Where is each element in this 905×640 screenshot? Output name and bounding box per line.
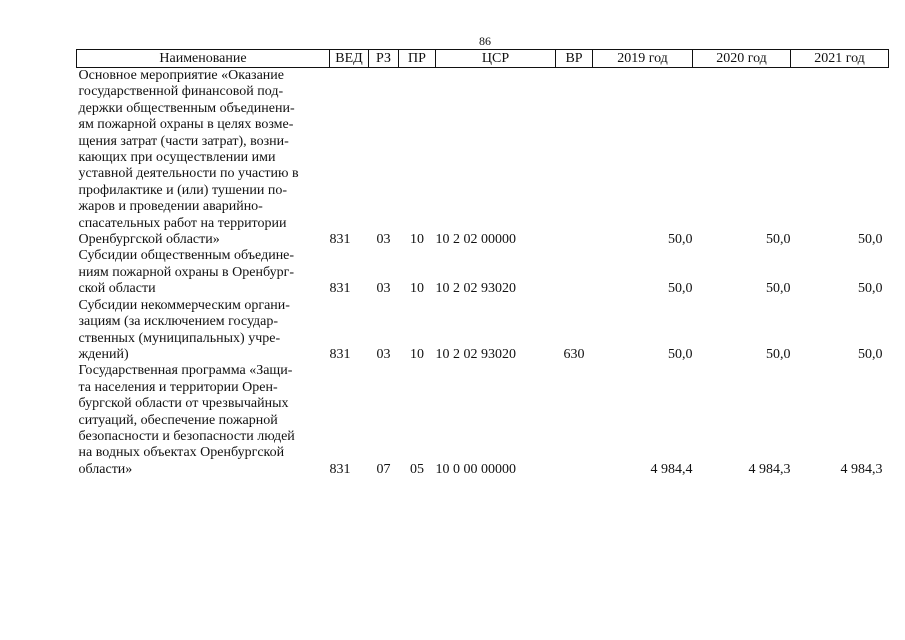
table-row <box>77 68 889 249</box>
row-name-line: кающих при осуществлении ими <box>78 150 276 166</box>
row-name-line: Оренбургской области» <box>78 232 220 248</box>
row-csr: 10 2 02 00000 <box>435 232 516 248</box>
table-row <box>77 363 889 478</box>
row-name-line: профилактике и (или) тушении по- <box>78 182 287 198</box>
row-csr: 10 2 02 93020 <box>435 281 516 297</box>
row-name <box>77 298 330 364</box>
row-2021: 50,0 <box>858 232 883 248</box>
row-2020: 50,0 <box>766 232 791 248</box>
row-ved: 831 <box>329 232 351 248</box>
row-2019: 50,0 <box>668 281 693 297</box>
row-name-line: безопасности и безопасности людей <box>78 428 295 444</box>
row-2019: 50,0 <box>668 346 693 362</box>
row-name-line: Государственная программа «Защи- <box>78 363 293 379</box>
row-name-line: Субсидии общественным объедине- <box>78 248 295 264</box>
row-name-line: ям пожарной охраны в целях возме- <box>78 117 294 133</box>
row-csr: 10 0 00 00000 <box>435 461 516 477</box>
row-name-line: держки общественным объединени- <box>78 100 295 116</box>
row-name-line: ниям пожарной охраны в Оренбург- <box>78 264 294 280</box>
col-header-rz: РЗ <box>369 50 399 68</box>
table-row <box>77 248 889 297</box>
row-pr: 10 <box>410 232 424 248</box>
row-ved: 831 <box>329 461 351 477</box>
row-ved: 831 <box>329 346 351 362</box>
row-rz: 03 <box>376 232 391 248</box>
row-pr: 10 <box>410 281 424 297</box>
row-rz: 07 <box>376 461 391 477</box>
row-2021: 50,0 <box>858 346 883 362</box>
row-2020: 4 984,3 <box>748 461 791 477</box>
row-name-line: Субсидии некоммерческим органи- <box>78 297 290 313</box>
row-name-line: бургской области от чрезвычайных <box>78 396 289 412</box>
row-name <box>77 68 330 249</box>
row-2021: 50,0 <box>858 281 883 297</box>
row-2020: 50,0 <box>766 281 791 297</box>
row-name-line: спасательных работ на территории <box>78 215 287 231</box>
col-header-csr: ЦСР <box>436 50 556 68</box>
row-vr: 630 <box>563 346 585 362</box>
row-csr: 10 2 02 93020 <box>435 346 516 362</box>
row-pr: 05 <box>410 461 424 477</box>
row-2019: 50,0 <box>668 232 693 248</box>
row-ved: 831 <box>329 281 351 297</box>
row-pr: 10 <box>410 346 424 362</box>
row-name-line: государственной финансовой под- <box>78 84 284 100</box>
row-rz: 03 <box>376 346 391 362</box>
row-name-line: Основное мероприятие «Оказание <box>78 68 284 83</box>
col-header-2021: 2021 год <box>791 50 889 68</box>
col-header-name: Наименование <box>77 50 330 68</box>
table-row <box>77 298 889 364</box>
row-name-line: жаров и проведении аварийно- <box>78 199 263 215</box>
row-vr <box>556 363 593 478</box>
row-name-line: ждений) <box>78 346 129 362</box>
row-name <box>77 363 330 478</box>
budget-table <box>76 49 889 478</box>
row-name-line: ской области <box>78 281 156 297</box>
row-name-line: зациям (за исключением государ- <box>78 314 279 330</box>
row-rz: 03 <box>376 281 391 297</box>
row-name-line: уставной деятельности по участию в <box>78 166 299 182</box>
row-name-line: щения затрат (части затрат), возни- <box>78 133 289 149</box>
page-number: 86 <box>479 34 491 48</box>
row-2021: 4 984,3 <box>840 461 883 477</box>
row-name-line: ситуаций, обеспечение пожарной <box>78 412 278 428</box>
row-name <box>77 248 330 297</box>
row-vr <box>556 68 593 249</box>
row-name-line: области» <box>78 461 133 477</box>
col-header-2020: 2020 год <box>693 50 791 68</box>
row-vr <box>556 248 593 297</box>
col-header-2019: 2019 год <box>593 50 693 68</box>
col-header-vr: ВР <box>556 50 593 68</box>
row-2020: 50,0 <box>766 346 791 362</box>
row-name-line: та населения и территории Орен- <box>78 379 278 395</box>
row-name-line: на водных объектах Оренбургской <box>78 445 285 461</box>
table-header-row <box>77 50 889 68</box>
row-2019: 4 984,4 <box>650 461 693 477</box>
row-name-line: ственных (муниципальных) учре- <box>78 330 281 346</box>
col-header-ved: ВЕД <box>330 50 369 68</box>
col-header-pr: ПР <box>399 50 436 68</box>
